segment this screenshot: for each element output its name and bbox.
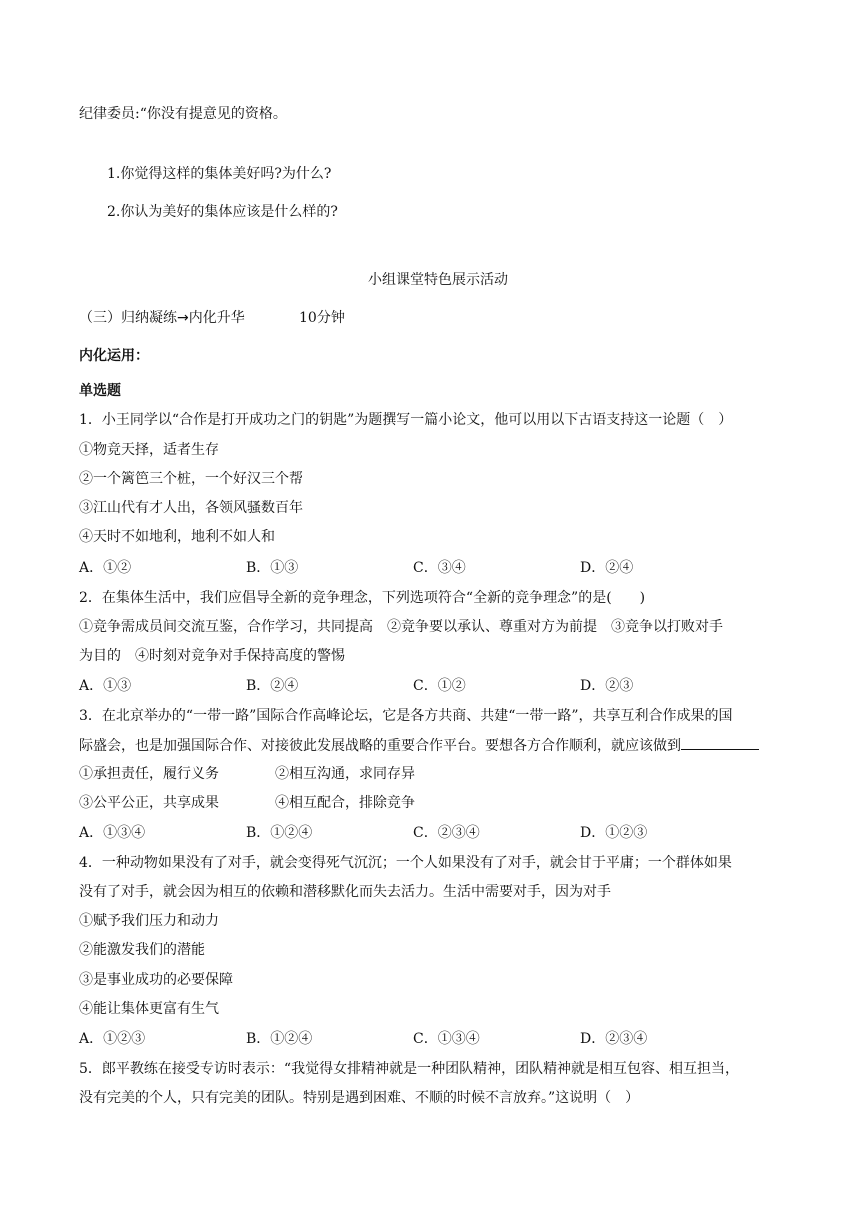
- question-2-stem: ①竞争需成员间交流互鉴，合作学习，共同提高 ②竞争要以承认、尊重对方为前提 ③竞争以打败对手: [79, 619, 723, 635]
- option-b[interactable]: B．②④: [246, 678, 299, 694]
- option-a[interactable]: A．①②③: [79, 1031, 146, 1047]
- discussion-question-2: 2.你认为美好的集体应该是什么样的?: [107, 204, 338, 220]
- activity-title: 小组课堂特色展示活动: [368, 272, 508, 288]
- section-duration: 10分钟: [299, 310, 345, 326]
- question-3-item: ①承担责任，履行义务 ②相互沟通，求同存异: [79, 766, 415, 782]
- question-4-item: ②能激发我们的潜能: [79, 942, 205, 958]
- question-3-stem: [79, 735, 759, 756]
- question-2-stem: 为目的 ④时刻对竞争对手保持高度的警惕: [79, 648, 345, 664]
- option-c[interactable]: C．①③④: [413, 1031, 480, 1047]
- question-5-stem: 没有完美的个人，只有完美的团队。特别是遇到困难、不顺的时候不言放弃。”这说明（ ）: [79, 1090, 640, 1106]
- question-4-stem: 4．一种动物如果没有了对手，就会变得死气沉沉；一个人如果没有了对手，就会甘于平庸；一个群体如果: [79, 855, 732, 871]
- question-1-item: ③江山代有才人出，各领风骚数百年: [79, 500, 303, 516]
- apply-label: 内化运用：: [79, 348, 149, 364]
- question-4-item: ①赋予我们压力和动力: [79, 913, 219, 929]
- option-b[interactable]: B．①③: [246, 560, 299, 576]
- intro-quote: 纪律委员:“你没有提意见的资格。: [79, 106, 287, 122]
- question-1-item: ①物竞天择，适者生存: [79, 442, 219, 458]
- option-b[interactable]: B．①②④: [246, 825, 313, 841]
- question-2-stem: 2．在集体生活中，我们应倡导全新的竞争理念，下列选项符合“全新的竞争理念”的是( ): [79, 590, 646, 606]
- question-5-stem: 5．郎平教练在接受专访时表示：“我觉得女排精神就是一种团队精神，团队精神就是相互包容、相互担当，: [79, 1061, 740, 1077]
- option-b[interactable]: B．①②④: [246, 1031, 313, 1047]
- question-1-item: ④天时不如地利，地利不如人和: [79, 529, 275, 545]
- section-heading: （三）归纳凝练→内化升华: [79, 310, 245, 326]
- question-1-stem: 1．小王同学以“合作是打开成功之门的钥匙”为题撰写一篇小论文，他可以用以下古语支持这一论题（ ）: [79, 412, 733, 428]
- option-d[interactable]: D．①②③: [580, 825, 648, 841]
- question-type-label: 单选题: [79, 383, 121, 399]
- option-a[interactable]: A．①②: [79, 560, 132, 576]
- question-3-item: ③公平公正，共享成果 ④相互配合，排除竞争: [79, 795, 415, 811]
- option-a[interactable]: A．①③: [79, 678, 132, 694]
- question-4-item: ④能让集体更富有生气: [79, 1001, 219, 1017]
- question-1-item: ②一个篱笆三个桩，一个好汉三个帮: [79, 471, 303, 487]
- question-4-options: [79, 1029, 799, 1049]
- answer-blank: [681, 735, 759, 750]
- question-2-options: [79, 676, 799, 696]
- question-3-options: [79, 823, 799, 843]
- option-c[interactable]: C．②③④: [413, 825, 480, 841]
- question-4-item: ③是事业成功的必要保障: [79, 972, 233, 988]
- question-1-options: [79, 558, 799, 578]
- question-3-stem: 3．在北京举办的“一带一路”国际合作高峰论坛，它是各方共商、共建“一带一路”，共享互利合作成果的国: [79, 708, 733, 724]
- question-4-stem: 没有了对手，就会因为相互的依赖和潜移默化而失去活力。生活中需要对手，因为对手: [79, 884, 611, 900]
- option-d[interactable]: D．②③④: [580, 1031, 648, 1047]
- discussion-question-1: 1.你觉得这样的集体美好吗?为什么?: [107, 166, 332, 182]
- option-c[interactable]: C．①②: [413, 678, 466, 694]
- option-c[interactable]: C．③④: [413, 560, 466, 576]
- question-3-stem-text: 际盛会，也是加强国际合作、对接彼此发展战略的重要合作平台。要想各方合作顺利，就应该做到: [79, 738, 681, 754]
- option-d[interactable]: D．②③: [580, 678, 634, 694]
- option-d[interactable]: D．②④: [580, 560, 634, 576]
- option-a[interactable]: A．①③④: [79, 825, 146, 841]
